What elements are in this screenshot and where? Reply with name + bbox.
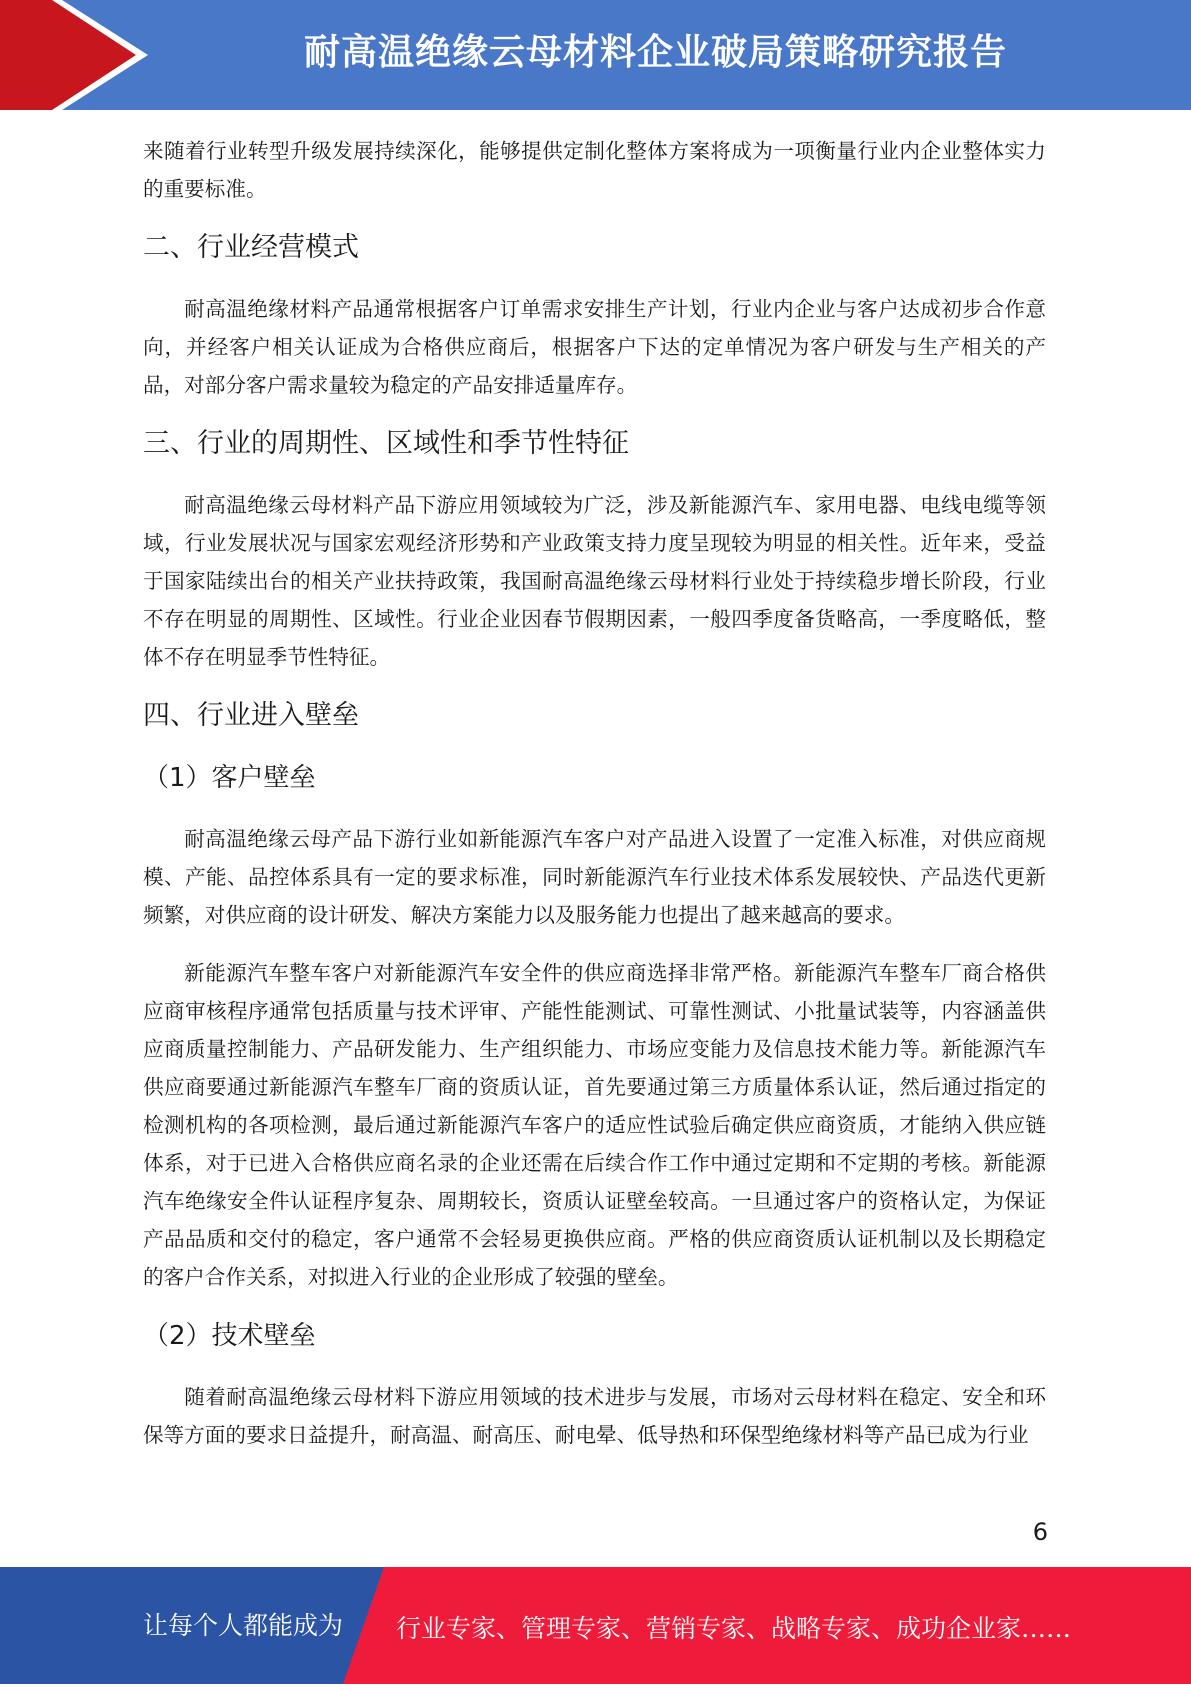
customer-barrier-paragraph-1: 耐高温绝缘云母产品下游行业如新能源汽车客户对产品进入设置了一定准入标准，对供应商规模、产能、品控体系具有一定的要求标准，同时新能源汽车行业技术体系发展较快、产品迭代更新频繁，对供应商的设计研发、解决方案能力以及服务能力也提出了越来越高的要求。	[143, 827, 1046, 927]
subsection-heading-technology-barrier: （2）技术壁垒	[143, 1321, 316, 1351]
customer-barrier-paragraph-2: 新能源汽车整车客户对新能源汽车安全件的供应商选择非常严格。新能源汽车整车厂商合格供应商审核程序通常包括质量与技术评审、产能性能测试、可靠性测试、小批量试装等，内容涵盖供应商质量控制能力、产品研发能力、生产组织能力、市场应变能力及信息技术能力等。新能源汽车供应商要通过新能源汽车整车厂商的资质认证，首先要通过第三方质量体系认证，然后通过指定的检测机构的各项检测，最后通过新能源汽车客户的适应性试验后确定供应商资质，才能纳入供应链体系，对于已进入合格供应商名录的企业还需在后续合作工作中通过定期和不定期的考核。新能源汽车绝缘安全件认证程序复杂、周期较长，资质认证壁垒较高。一旦通过客户的资格认定，为保证产品品质和交付的稳定，客户通常不会轻易更换供应商。严格的供应商资质认证机制以及长期稳定的客户合作关系，对拟进入行业的企业形成了较强的壁垒。	[143, 961, 1046, 1289]
page-footer	[0, 1567, 1191, 1684]
subsection-heading-customer-barrier: （1）客户壁垒	[143, 763, 316, 793]
report-title: 耐高温绝缘云母材料企业破局策略研究报告	[303, 32, 1007, 73]
header-arrow-red	[0, 0, 136, 110]
page-number: 6	[1032, 1518, 1048, 1546]
page-header	[0, 0, 1191, 110]
section-heading-characteristics: 三、行业的周期性、区域性和季节性特征	[143, 428, 629, 459]
characteristics-paragraph: 耐高温绝缘云母材料产品下游应用领域较为广泛，涉及新能源汽车、家用电器、电线电缆等领域，行业发展状况与国家宏观经济形势和产业政策支持力度呈现较为明显的相关性。近年来，受益于国家陆续出台的相关产业扶持政策，我国耐高温绝缘云母材料行业处于持续稳步增长阶段，行业不存在明显的周期性、区域性。行业企业因春节假期因素，一般四季度备货略高，一季度略低，整体不存在明显季节性特征。	[143, 493, 1046, 669]
footer-slogan-right: 行业专家、管理专家、营销专家、战略专家、成功企业家……	[396, 1614, 1072, 1643]
intro-paragraph: 来随着行业转型升级发展持续深化，能够提供定制化整体方案将成为一项衡量行业内企业整体实力的重要标准。	[143, 139, 1046, 201]
section-heading-entry-barriers: 四、行业进入壁垒	[143, 700, 359, 731]
section-heading-business-model: 二、行业经营模式	[143, 232, 359, 263]
technology-barrier-paragraph-1: 随着耐高温绝缘云母材料下游应用领域的技术进步与发展，市场对云母材料在稳定、安全和环保等方面的要求日益提升，耐高温、耐高压、耐电晕、低导热和环保型绝缘材料等产品已成为行业	[143, 1385, 1046, 1447]
business-model-paragraph: 耐高温绝缘材料产品通常根据客户订单需求安排生产计划，行业内企业与客户达成初步合作意向，并经客户相关认证成为合格供应商后，根据客户下达的定单情况为客户研发与生产相关的产品，对部分客户需求量较为稳定的产品安排适量库存。	[143, 297, 1046, 397]
document-body	[143, 132, 1046, 1474]
footer-slogan-left: 让每个人都能成为	[143, 1611, 344, 1640]
